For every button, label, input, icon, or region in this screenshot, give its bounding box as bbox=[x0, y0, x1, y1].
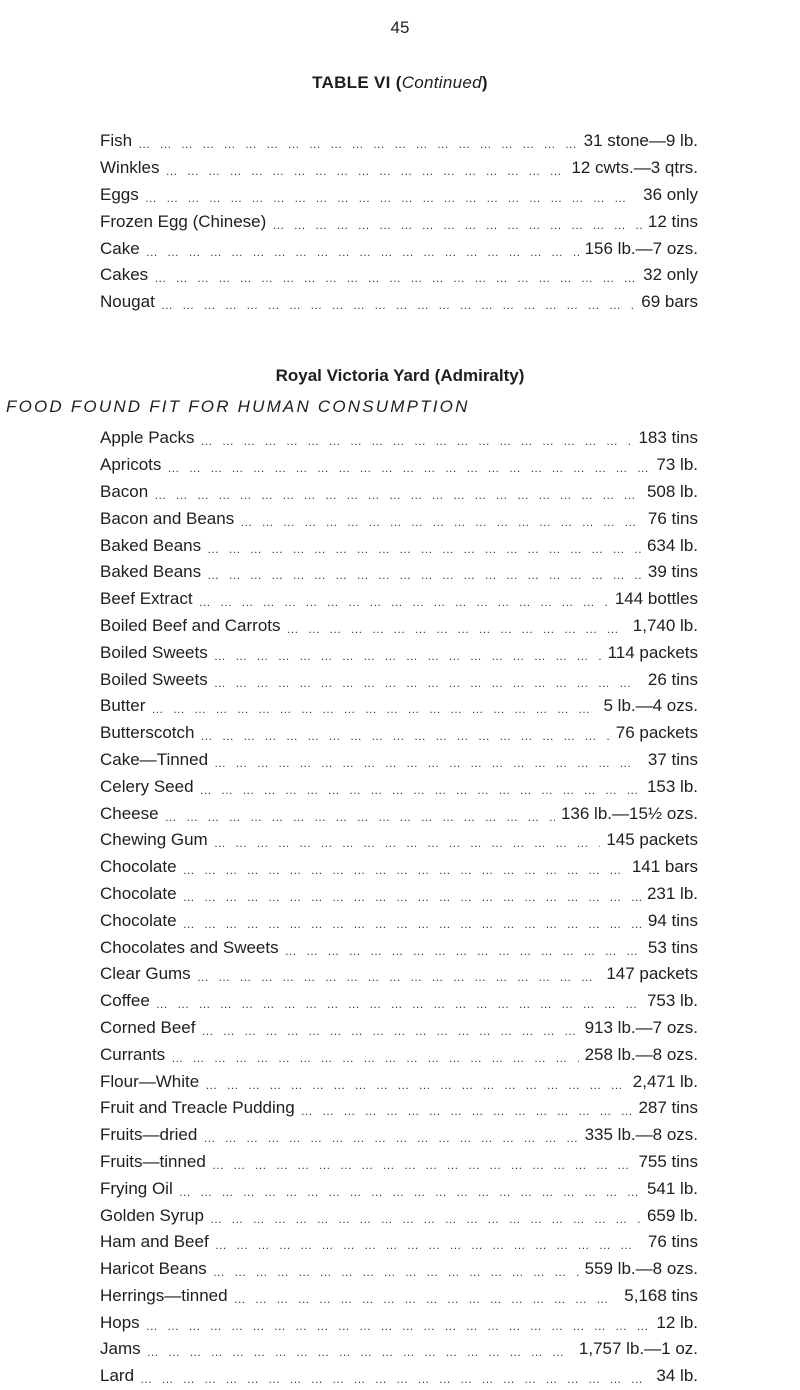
item-name: Apricots bbox=[100, 455, 162, 475]
section-heading: Royal Victoria Yard (Admiralty) bbox=[275, 366, 525, 385]
list-item bbox=[100, 747, 698, 774]
item-quantity: 145 packets bbox=[606, 830, 698, 850]
leader-dots bbox=[201, 434, 633, 448]
leader-dots bbox=[214, 676, 642, 690]
leader-dots bbox=[145, 191, 637, 205]
item-name: Flour—White bbox=[100, 1071, 200, 1091]
item-quantity: 36 only bbox=[643, 184, 698, 204]
leader-dots bbox=[212, 1158, 633, 1172]
list-item bbox=[100, 1229, 698, 1256]
list-item bbox=[100, 1283, 698, 1310]
leader-dots bbox=[183, 890, 641, 904]
leader-dots bbox=[147, 1345, 573, 1359]
leader-dots bbox=[210, 1212, 641, 1226]
leader-dots bbox=[161, 298, 635, 312]
item-quantity: 183 tins bbox=[638, 428, 698, 448]
list-item bbox=[100, 934, 698, 961]
list-item bbox=[100, 1095, 698, 1122]
item-name: Herrings—tinned bbox=[100, 1285, 228, 1305]
list-item bbox=[100, 907, 698, 934]
list-item bbox=[100, 425, 698, 452]
item-quantity: 94 tins bbox=[647, 910, 698, 930]
page-number: 45 bbox=[390, 18, 410, 37]
item-quantity: 144 bottles bbox=[614, 589, 698, 609]
item-name: Fish bbox=[100, 131, 133, 151]
leader-dots bbox=[154, 271, 637, 285]
item-name: Butter bbox=[100, 696, 146, 716]
item-name: Fruits—dried bbox=[100, 1125, 198, 1145]
leader-dots bbox=[240, 515, 642, 529]
leader-dots bbox=[138, 137, 578, 151]
list-item bbox=[100, 961, 698, 988]
list-item bbox=[100, 289, 698, 316]
leader-dots bbox=[146, 1319, 651, 1333]
leader-dots bbox=[199, 595, 609, 609]
leader-dots bbox=[287, 622, 627, 636]
list-item bbox=[100, 773, 698, 800]
item-quantity: 147 packets bbox=[606, 964, 698, 984]
item-name: Jams bbox=[100, 1339, 141, 1359]
item-name: Bacon and Beans bbox=[100, 508, 235, 528]
leader-dots bbox=[201, 1024, 578, 1038]
item-quantity: 114 packets bbox=[607, 642, 698, 662]
item-quantity: 755 tins bbox=[638, 1151, 698, 1171]
list-item bbox=[100, 182, 698, 209]
list-item bbox=[100, 559, 698, 586]
item-quantity: 136 lb.—15½ ozs. bbox=[560, 803, 698, 823]
list-item bbox=[100, 1041, 698, 1068]
list-item bbox=[100, 1175, 698, 1202]
list-item bbox=[100, 262, 698, 289]
leader-dots bbox=[197, 970, 601, 984]
list-item bbox=[100, 1202, 698, 1229]
item-quantity: 141 bars bbox=[631, 857, 698, 877]
item-quantity: 508 lb. bbox=[646, 481, 698, 501]
item-quantity: 913 lb.—7 ozs. bbox=[584, 1017, 698, 1037]
leader-dots bbox=[179, 1185, 641, 1199]
list-item bbox=[100, 1122, 698, 1149]
list-item bbox=[100, 639, 698, 666]
item-quantity: 39 tins bbox=[647, 562, 698, 582]
leader-dots bbox=[183, 917, 642, 931]
item-quantity: 153 lb. bbox=[646, 776, 698, 796]
list-item bbox=[100, 988, 698, 1015]
list-item bbox=[100, 479, 698, 506]
section-subheading: FOOD FOUND FIT FOR HUMAN CONSUMPTION bbox=[6, 397, 470, 416]
item-name: Lard bbox=[100, 1366, 135, 1386]
leader-dots bbox=[156, 997, 641, 1011]
item-name: Frying Oil bbox=[100, 1178, 173, 1198]
item-name: Fruit and Treacle Pudding bbox=[100, 1098, 295, 1118]
list-item bbox=[100, 532, 698, 559]
item-quantity: 335 lb.—8 ozs. bbox=[584, 1125, 698, 1145]
item-quantity: 231 lb. bbox=[646, 883, 698, 903]
leader-dots bbox=[167, 461, 650, 475]
leader-dots bbox=[214, 836, 601, 850]
list-item bbox=[100, 613, 698, 640]
item-name: Eggs bbox=[100, 184, 139, 204]
list-item bbox=[100, 854, 698, 881]
table-title-continued: Continued bbox=[401, 73, 482, 92]
item-name: Hops bbox=[100, 1312, 140, 1332]
leader-dots bbox=[205, 1078, 627, 1092]
leader-dots bbox=[207, 568, 642, 582]
item-name: Boiled Beef and Carrots bbox=[100, 615, 281, 635]
item-quantity: 541 lb. bbox=[646, 1178, 698, 1198]
item-quantity: 12 cwts.—3 qtrs. bbox=[571, 158, 698, 178]
item-quantity: 258 lb.—8 ozs. bbox=[584, 1044, 698, 1064]
leader-dots bbox=[214, 756, 642, 770]
list-item bbox=[100, 128, 698, 155]
leader-dots bbox=[213, 1265, 579, 1279]
item-name: Fruits—tinned bbox=[100, 1151, 206, 1171]
item-quantity: 76 tins bbox=[647, 508, 698, 528]
item-quantity: 12 lb. bbox=[656, 1312, 698, 1332]
table-title-close: ) bbox=[481, 73, 488, 92]
list-item bbox=[100, 208, 698, 235]
leader-dots bbox=[215, 1238, 642, 1252]
item-quantity: 156 lb.—7 ozs. bbox=[584, 238, 698, 258]
table-title-main: TABLE VI ( bbox=[312, 73, 402, 92]
leader-dots bbox=[272, 218, 642, 232]
leader-dots bbox=[154, 488, 641, 502]
leader-dots bbox=[166, 164, 566, 178]
item-quantity: 5 lb.—4 ozs. bbox=[603, 696, 698, 716]
list-item bbox=[100, 452, 698, 479]
list-item bbox=[100, 505, 698, 532]
item-name: Cake bbox=[100, 238, 140, 258]
item-name: Clear Gums bbox=[100, 964, 191, 984]
item-name: Chocolate bbox=[100, 857, 177, 877]
table-title bbox=[0, 73, 800, 93]
item-name: Golden Syrup bbox=[100, 1205, 204, 1225]
item-name: Chocolates and Sweets bbox=[100, 937, 279, 957]
item-name: Butterscotch bbox=[100, 723, 195, 743]
item-quantity: 31 stone—9 lb. bbox=[583, 131, 698, 151]
item-quantity: 559 lb.—8 ozs. bbox=[584, 1259, 698, 1279]
item-name: Beef Extract bbox=[100, 589, 193, 609]
leader-dots bbox=[234, 1292, 619, 1306]
leader-dots bbox=[183, 863, 626, 877]
item-quantity: 26 tins bbox=[647, 669, 698, 689]
item-quantity: 73 lb. bbox=[656, 455, 698, 475]
item-name: Cake—Tinned bbox=[100, 749, 209, 769]
leader-dots bbox=[165, 810, 555, 824]
item-name: Chewing Gum bbox=[100, 830, 208, 850]
item-quantity: 76 packets bbox=[615, 723, 698, 743]
item-name: Celery Seed bbox=[100, 776, 194, 796]
item-name: Currants bbox=[100, 1044, 166, 1064]
leader-dots bbox=[285, 944, 642, 958]
item-name: Corned Beef bbox=[100, 1017, 196, 1037]
top-items-list bbox=[100, 128, 698, 316]
leader-dots bbox=[214, 649, 602, 663]
item-name: Baked Beans bbox=[100, 562, 202, 582]
item-name: Cheese bbox=[100, 803, 159, 823]
item-name: Boiled Sweets bbox=[100, 669, 208, 689]
list-item bbox=[100, 1015, 698, 1042]
item-name: Haricot Beans bbox=[100, 1259, 207, 1279]
item-name: Frozen Egg (Chinese) bbox=[100, 211, 267, 231]
list-item bbox=[100, 586, 698, 613]
list-item bbox=[100, 666, 698, 693]
item-quantity: 634 lb. bbox=[646, 535, 698, 555]
list-item bbox=[100, 1363, 698, 1390]
item-quantity: 5,168 tins bbox=[624, 1285, 698, 1305]
list-item bbox=[100, 827, 698, 854]
list-item bbox=[100, 693, 698, 720]
item-name: Ham and Beef bbox=[100, 1232, 209, 1252]
item-name: Apple Packs bbox=[100, 428, 195, 448]
item-name: Chocolate bbox=[100, 883, 177, 903]
item-name: Baked Beans bbox=[100, 535, 202, 555]
item-quantity: 76 tins bbox=[647, 1232, 698, 1252]
leader-dots bbox=[200, 783, 641, 797]
list-item bbox=[100, 1309, 698, 1336]
item-quantity: 32 only bbox=[643, 265, 698, 285]
item-name: Winkles bbox=[100, 158, 160, 178]
food-items-list bbox=[100, 425, 698, 1390]
item-quantity: 34 lb. bbox=[656, 1366, 698, 1386]
list-item bbox=[100, 881, 698, 908]
item-name: Nougat bbox=[100, 292, 155, 312]
item-quantity: 287 tins bbox=[638, 1098, 698, 1118]
list-item bbox=[100, 800, 698, 827]
item-quantity: 753 lb. bbox=[646, 991, 698, 1011]
leader-dots bbox=[140, 1372, 650, 1386]
item-quantity: 69 bars bbox=[641, 292, 698, 312]
list-item bbox=[100, 155, 698, 182]
item-name: Bacon bbox=[100, 481, 149, 501]
leader-dots bbox=[151, 702, 597, 716]
list-item bbox=[100, 720, 698, 747]
item-name: Chocolate bbox=[100, 910, 177, 930]
item-quantity: 37 tins bbox=[647, 749, 698, 769]
item-quantity: 2,471 lb. bbox=[632, 1071, 698, 1091]
list-item bbox=[100, 235, 698, 262]
item-name: Cakes bbox=[100, 265, 149, 285]
leader-dots bbox=[207, 542, 641, 556]
list-item bbox=[100, 1068, 698, 1095]
leader-dots bbox=[171, 1051, 578, 1065]
leader-dots bbox=[201, 729, 610, 743]
leader-dots bbox=[203, 1131, 578, 1145]
list-item bbox=[100, 1256, 698, 1283]
item-quantity: 659 lb. bbox=[646, 1205, 698, 1225]
item-quantity: 12 tins bbox=[647, 211, 698, 231]
item-name: Coffee bbox=[100, 991, 150, 1011]
list-item bbox=[100, 1336, 698, 1363]
leader-dots bbox=[301, 1104, 633, 1118]
item-quantity: 1,740 lb. bbox=[632, 615, 698, 635]
item-quantity: 53 tins bbox=[647, 937, 698, 957]
item-name: Boiled Sweets bbox=[100, 642, 208, 662]
leader-dots bbox=[146, 245, 579, 259]
list-item bbox=[100, 1149, 698, 1176]
item-quantity: 1,757 lb.—1 oz. bbox=[578, 1339, 698, 1359]
